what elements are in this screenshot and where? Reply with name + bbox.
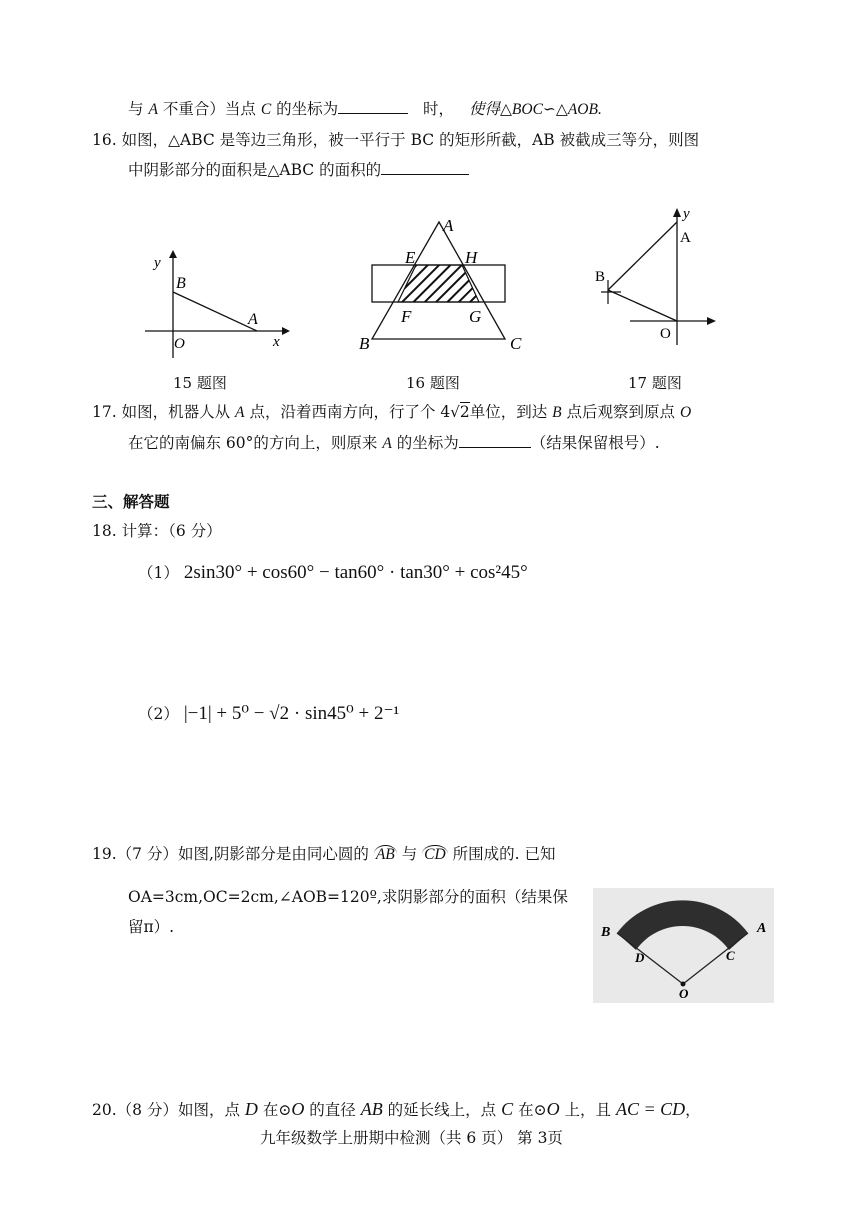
q19-mid: 与 xyxy=(401,845,418,863)
f15-label-a: A xyxy=(248,311,258,328)
q17-point-a2: A xyxy=(382,435,392,452)
q17-text-2a: 在它的南偏东 60°的方向上，则原来 xyxy=(128,434,378,452)
q18-part1 xyxy=(138,562,528,584)
q15-tail-post: 的坐标为 xyxy=(276,100,339,118)
f16-label-g: G xyxy=(469,307,482,326)
q18-title: 计算：（6 分） xyxy=(121,522,222,540)
q20-text-a: （8 分）如图，点 xyxy=(116,1101,240,1119)
q20-circle-o1: O xyxy=(291,1099,305,1119)
q18-part1-expression: 2sin30° + cos60° − tan60° · tan30° + cos²45° xyxy=(183,562,528,583)
q15-tail-pre: 与 xyxy=(128,100,144,118)
section-3-title: 三、解答题 xyxy=(92,492,170,511)
q17-text-1f: 点后观察到原点 xyxy=(566,403,676,421)
f16-label-h: H xyxy=(465,248,478,267)
page-footer: 九年级数学上册期中检测（共 6 页） 第 3页 xyxy=(260,1129,563,1147)
f16-label-e: E xyxy=(405,248,416,267)
q15-point-c: C xyxy=(260,101,272,118)
figure-16-caption: 16 题图 xyxy=(406,374,460,392)
q20-segment-ab: AB xyxy=(360,1099,383,1119)
q18-part2 xyxy=(138,703,399,725)
q16-line1 xyxy=(92,129,699,151)
q20-number: 20. xyxy=(92,1101,117,1119)
f16-label-a: A xyxy=(443,216,454,235)
q15-answer-blank xyxy=(338,99,408,114)
q17-point-b: B xyxy=(552,404,562,421)
q15-tail-line xyxy=(128,98,602,121)
q17-line1 xyxy=(92,401,691,424)
f16-label-b: B xyxy=(359,334,370,353)
q15-tail-result: 使得△BOC∽△AOB. xyxy=(469,101,602,118)
q17-text-1d: 单位，到达 xyxy=(469,403,548,421)
f15-y-arrow xyxy=(169,250,177,258)
q17-text-2d: （结果保留根号）. xyxy=(530,434,660,452)
f17-x-arrow xyxy=(707,317,716,325)
f15-label-b: B xyxy=(176,275,186,292)
q20-point-c: C xyxy=(501,1099,514,1119)
q17-text-1c: 点，沿着西南方向，行了个 4 xyxy=(249,403,451,421)
f17-label-a: A xyxy=(680,230,691,246)
f17-segment-ab xyxy=(608,222,677,290)
q17-radicand: 2 xyxy=(459,403,470,421)
figure-17-caption: 17 题图 xyxy=(628,374,682,392)
q15-tail-mid: 不重合）当点 xyxy=(162,100,256,118)
figure-15 xyxy=(140,240,300,365)
sqrt-icon: √ xyxy=(450,403,460,421)
f19-label-d: D xyxy=(635,950,645,965)
q16-line2 xyxy=(128,159,469,181)
f17-label-b: B xyxy=(595,269,606,285)
q20-text-d: 的延长线上，点 xyxy=(387,1101,497,1119)
f16-label-c: C xyxy=(510,334,522,353)
f17-y-arrow xyxy=(673,208,681,217)
q17-number: 17. xyxy=(92,403,117,421)
q20-text-b: 在⊙ xyxy=(262,1101,292,1119)
f19-label-o: O xyxy=(679,986,689,1001)
f17-label-o: O xyxy=(660,326,671,342)
q15-tail-when: 时， xyxy=(423,100,455,118)
q16-text-line1: 如图，△ABC 是等边三角形，被一平行于 BC 的矩形所截，AB 被截成三等分，则图 xyxy=(121,131,700,149)
q17-text-1a: 如图，机器人从 xyxy=(121,403,231,421)
q19-arc-cd: CD xyxy=(424,846,446,863)
q19-line3: 留π）. xyxy=(128,918,175,936)
q18-header xyxy=(92,520,222,542)
q19-line2: OA=3cm,OC=2cm,∠AOB=120º,求阴影部分的面积（结果保 xyxy=(128,888,568,906)
q17-text-2c: 的坐标为 xyxy=(396,434,459,452)
q19-number: 19. xyxy=(92,845,117,863)
f15-label-y: y xyxy=(154,255,161,271)
q17-point-o: O xyxy=(680,404,692,421)
figure-17 xyxy=(585,200,725,350)
f17-label-y: y xyxy=(683,206,690,222)
q19-end: 所围成的. 已知 xyxy=(452,845,556,863)
f15-label-o: O xyxy=(174,336,185,352)
q20-text-c: 的直径 xyxy=(309,1101,356,1119)
q16-text-line2: 中阴影部分的面积是△ABC 的面积的 xyxy=(128,161,382,179)
f19-label-c: C xyxy=(726,948,735,963)
q20-circle-o2: O xyxy=(546,1099,560,1119)
q15-point-a: A xyxy=(148,101,158,118)
q18-part1-label: （1） xyxy=(138,564,179,582)
f19-label-a: A xyxy=(757,921,767,936)
q16-number: 16. xyxy=(92,131,117,149)
q16-answer-blank xyxy=(381,160,469,175)
q19-line1 xyxy=(92,843,555,866)
q19-points-text: （7 分）如图,阴影部分是由同心圆的 xyxy=(116,845,369,863)
f15-label-x: x xyxy=(273,334,280,350)
q20-text-f: 上，且 xyxy=(564,1101,612,1119)
f19-label-b: B xyxy=(601,925,611,940)
q18-part2-label: （2） xyxy=(138,705,179,723)
f16-label-f: F xyxy=(401,307,412,326)
q20-equation: AC = CD xyxy=(615,1099,686,1119)
q18-number: 18. xyxy=(92,522,117,540)
q17-line2 xyxy=(128,432,660,455)
q17-point-a: A xyxy=(235,404,245,421)
q20-point-d: D xyxy=(244,1099,258,1119)
f17-segment-bo xyxy=(608,290,677,321)
q20-text-g: ， xyxy=(685,1101,701,1119)
f15-x-arrow xyxy=(282,327,290,335)
figure-19 xyxy=(593,888,774,1003)
figure-16 xyxy=(355,212,535,357)
q18-part2-expression: |−1| + 5⁰ − √2 · sin45⁰ + 2⁻¹ xyxy=(183,703,400,724)
q17-answer-blank xyxy=(459,433,531,448)
q20-line1 xyxy=(92,1098,701,1121)
q19-arc-ab: AB xyxy=(375,846,395,863)
f15-segment-ab xyxy=(173,292,257,331)
q20-text-e: 在⊙ xyxy=(518,1101,547,1119)
figure-15-caption: 15 题图 xyxy=(173,374,227,392)
